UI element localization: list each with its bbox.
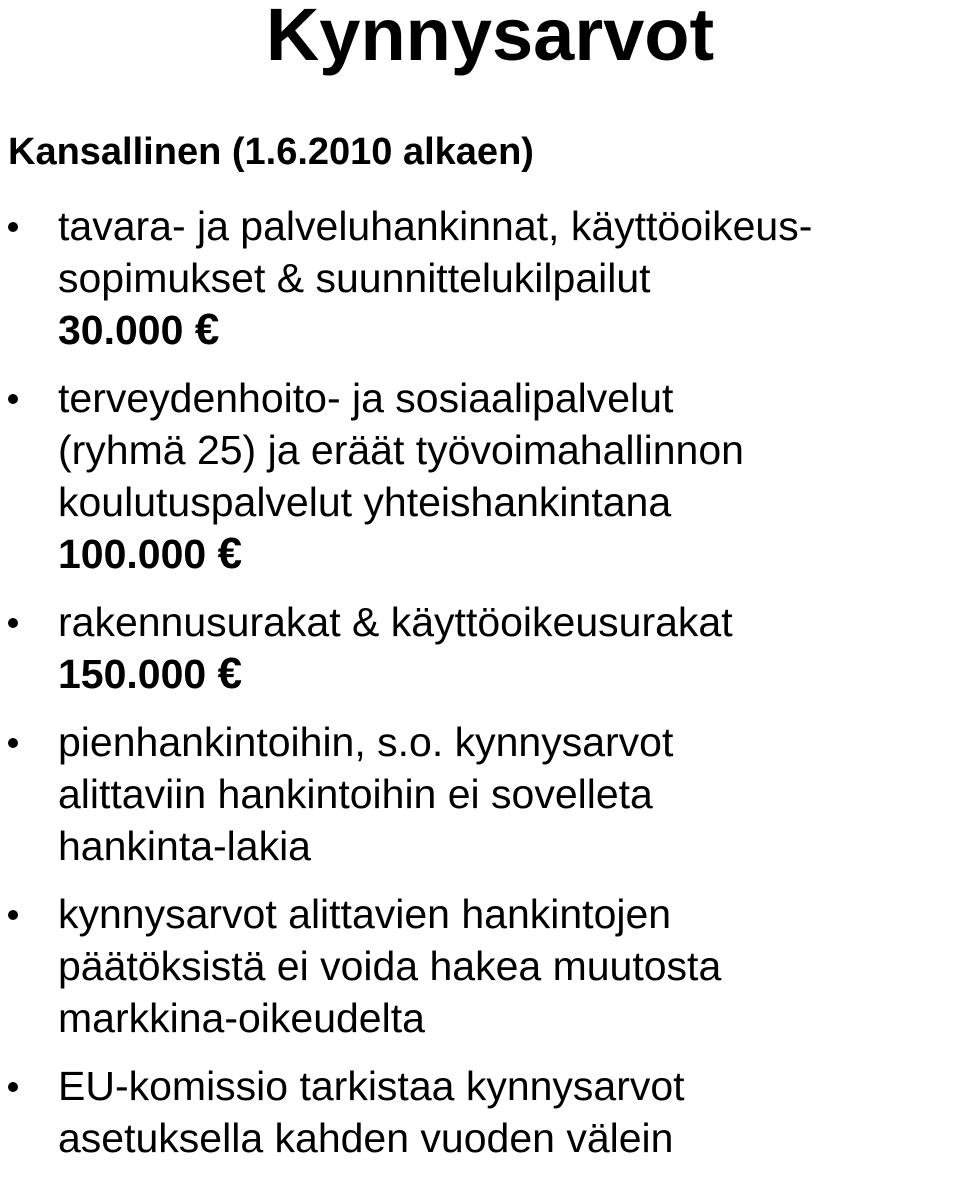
bullet-item bbox=[0, 372, 960, 580]
amount-value: 100.000 bbox=[58, 531, 207, 577]
bullet-text-line: koulutuspalvelut yhteishankintana bbox=[58, 479, 672, 525]
bullet-text-line: sopimukset & suunnittelukilpailut bbox=[58, 255, 651, 301]
euro-icon: € bbox=[217, 529, 243, 578]
bullet-text-line: kynnysarvot alittavien hankintojen bbox=[58, 891, 672, 937]
bullet-item bbox=[0, 200, 960, 356]
bullet-icon bbox=[8, 222, 18, 232]
bullet-text-line: hankinta-lakia bbox=[58, 823, 311, 869]
amount-value: 150.000 bbox=[58, 651, 207, 697]
bullet-item bbox=[0, 888, 960, 1044]
threshold-amount bbox=[58, 528, 960, 580]
euro-icon: € bbox=[217, 649, 243, 698]
bullet-text-line: päätöksistä ei voida hakea muutosta bbox=[58, 943, 722, 989]
bullet-icon bbox=[8, 910, 18, 920]
bullet-text-line: EU-komissio tarkistaa kynnysarvot bbox=[58, 1063, 685, 1109]
threshold-amount bbox=[58, 648, 960, 700]
bullet-item bbox=[0, 1060, 960, 1164]
bullet-text-line: tavara- ja palveluhankinnat, käyttöoikeus- bbox=[58, 203, 813, 249]
bullet-text-line: rakennusurakat & käyttöoikeusurakat bbox=[58, 599, 733, 645]
bullet-text-line: alittaviin hankintoihin ei sovelleta bbox=[58, 771, 653, 817]
bullet-icon bbox=[8, 1082, 18, 1092]
bullet-item bbox=[0, 716, 960, 872]
bullet-text-line: pienhankintoihin, s.o. kynnysarvot bbox=[58, 719, 674, 765]
euro-icon: € bbox=[194, 305, 220, 354]
bullet-text-line: (ryhmä 25) ja eräät työvoimahallinnon bbox=[58, 427, 744, 473]
bullet-text-line: terveydenhoito- ja sosiaalipalvelut bbox=[58, 375, 674, 421]
bullet-icon bbox=[8, 738, 18, 748]
bullet-text-line: markkina-oikeudelta bbox=[58, 995, 425, 1041]
slide-title: Kynnysarvot bbox=[265, 0, 715, 76]
amount-value: 30.000 bbox=[58, 307, 184, 353]
bullet-list bbox=[0, 200, 960, 1180]
section-heading: Kansallinen (1.6.2010 alkaen) bbox=[8, 131, 534, 173]
threshold-amount bbox=[58, 304, 960, 356]
bullet-icon bbox=[8, 618, 18, 628]
bullet-icon bbox=[8, 394, 18, 404]
bullet-item bbox=[0, 596, 960, 700]
bullet-text-line: asetuksella kahden vuoden välein bbox=[58, 1115, 674, 1161]
